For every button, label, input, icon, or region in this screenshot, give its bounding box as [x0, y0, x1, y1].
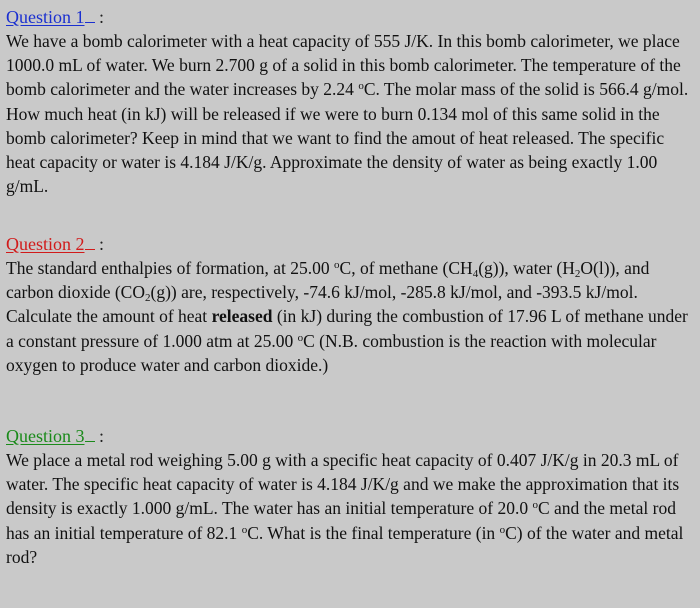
question-3-body	[6, 448, 694, 569]
question-2-heading	[6, 232, 694, 256]
question-2-separator: :	[99, 234, 105, 254]
subscript: 4	[472, 268, 479, 280]
bold-emphasis: released	[211, 306, 273, 327]
question-1-heading	[6, 5, 694, 29]
text-segment: C and the metal rod has an initial temperature of 82.1	[6, 498, 677, 543]
degree-superscript: o	[358, 80, 364, 93]
question-2	[6, 232, 694, 377]
text-segment: C) of the water and metal rod?	[6, 522, 684, 567]
text-segment: (g)), water (H	[478, 258, 575, 278]
text-segment: The standard enthalpies of formation, at 25.00	[6, 258, 335, 278]
question-2-body	[6, 256, 694, 377]
text-segment: C, of methane (CH	[339, 258, 473, 278]
question-1	[6, 5, 694, 198]
question-3	[6, 424, 694, 569]
question-1-label: Question 1	[6, 7, 85, 27]
question-1-separator: :	[99, 7, 105, 27]
degree-superscript: o	[241, 523, 248, 536]
text-segment: We have a bomb calorimeter with a heat capacity of 555 J/K. In this bomb calorimeter, we place 1000.0 mL of water. We burn 2.700 g of a solid in this bomb calorimeter. The temperature of the bomb calorimeter and the water increases by 2.24	[6, 31, 681, 100]
subscript: 2	[145, 292, 151, 305]
question-1-body	[6, 29, 694, 198]
text-segment: C. What is the final temperature (in	[247, 522, 500, 543]
question-3-separator: :	[99, 426, 105, 446]
text-segment: (g)) are, respectively, -74.6 kJ/mol, -285.8 kJ/mol, and -393.5 kJ/mol. Calculate the amount of heat	[6, 282, 638, 327]
question-3-heading	[6, 424, 694, 448]
question-2-label: Question 2	[6, 234, 85, 254]
text-segment: O(l)), and carbon dioxide (CO	[6, 258, 650, 303]
text-segment: (in kJ) during the combustion of 17.96 L of methane under a constant pressure of 1.000 atm at 25.00	[6, 306, 688, 351]
degree-superscript: o	[532, 499, 538, 512]
degree-superscript: o	[334, 259, 340, 271]
text-segment: C. The molar mass of the solid is 566.4 g/mol. How much heat (in kJ) will be released if we were to burn 0.134 mol of this same solid in the bomb calorimeter? Keep in mind that we want to find the amout of heat released. The specific heat capacity or water is 4.184 J/K/g. Approximate the density of water as being exactly 1.00 g/mL.	[6, 79, 689, 197]
degree-superscript: o	[297, 331, 304, 344]
degree-superscript: o	[499, 523, 506, 536]
text-segment: C (N.B. combustion is the reaction with molecular oxygen to produce water and carbon dioxide.)	[6, 330, 657, 375]
subscript: 2	[574, 268, 581, 280]
question-3-label: Question 3	[6, 426, 85, 446]
text-segment: We place a metal rod weighing 5.00 g with a specific heat capacity of 0.407 J/K/g in 20.3 mL of water. The specific heat capacity of water is 4.184 J/K/g and we make the approximation that its density is exactly 1.000 g/mL. The water has an initial temperature of 20.0	[6, 450, 680, 519]
